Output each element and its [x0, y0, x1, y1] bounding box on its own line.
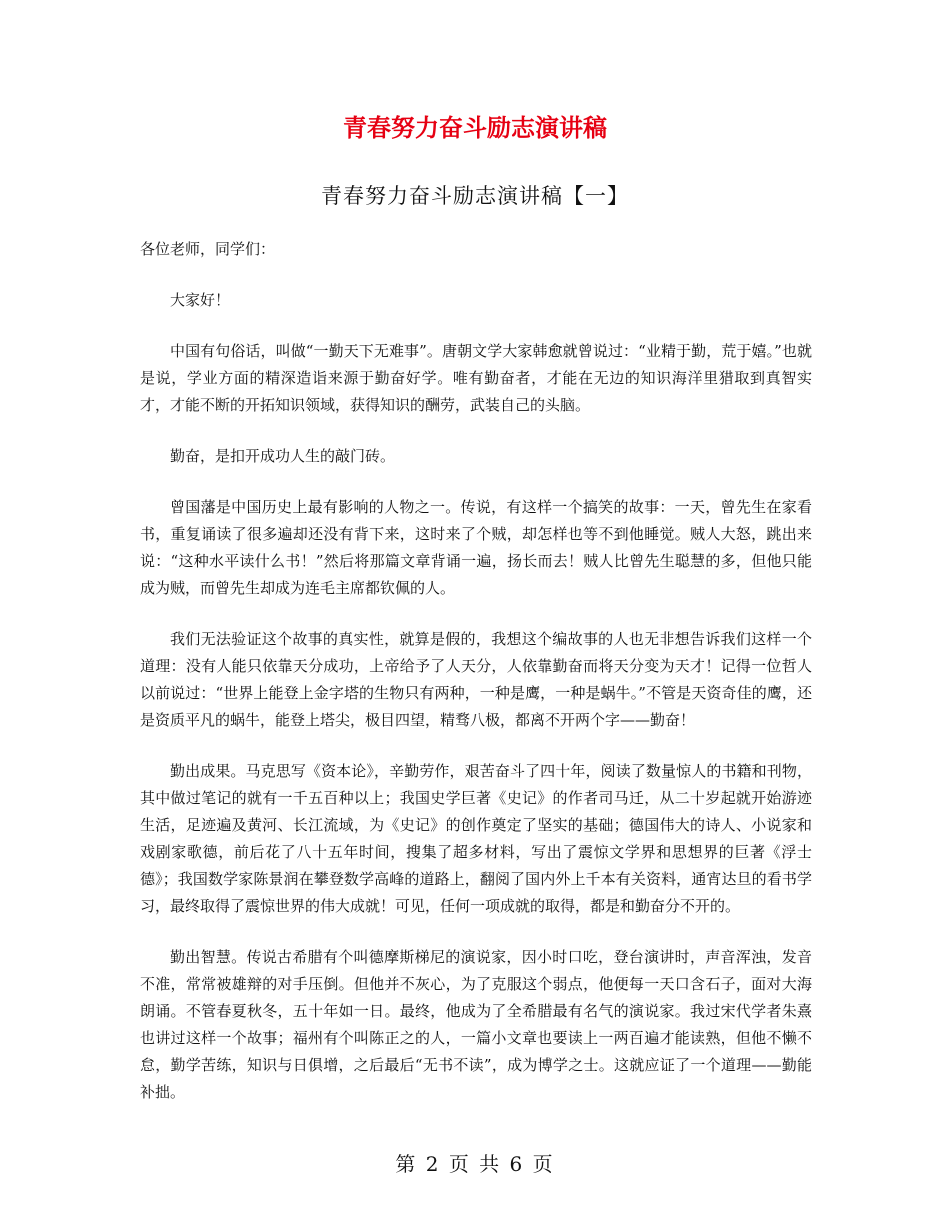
paragraph: 我们无法验证这个故事的真实性，就算是假的，我想这个编故事的人也无非想告诉我们这样一个道理：没有人能只依靠天分成功，上帝给予了人天分，人依靠勤奋而将天分变为天才！记得一位哲人以前说过：“世界上能登上金字塔的生物只有两种，一种是鹰，一种是蜗牛。”不管是天资奇佳的鹰，还是资质平凡的蜗牛，能登上塔尖，极目四望，精骛八极，都离不开两个字——勤奋！ — [140, 630, 812, 729]
paragraph: 曾国藩是中国历史上最有影响的人物之一。传说，有这样一个搞笑的故事：一天，曾先生在家看书，重复诵读了很多遍却还没有背下来，这时来了个贼，却怎样也等不到他睡觉。贼人大怒，跳出来说：“这种水平读什么书！”然后将那篇文章背诵一遍，扬长而去！贼人比曾先生聪慧的多，但他只能成为贼，而曾先生却成为连毛主席都钦佩的人。 — [140, 498, 812, 597]
paragraph: 勤奋，是扣开成功人生的敲门砖。 — [170, 447, 396, 465]
page-number-footer: 第 2 页 共 6 页 — [395, 1152, 555, 1176]
paragraph-greeting: 大家好！ — [170, 291, 231, 309]
paragraph: 中国有句俗话，叫做“一勤天下无难事”。唐朝文学大家韩愈就曾说过：“业精于勤，荒于嬉。”也就是说，学业方面的精深造诣来源于勤奋好学。唯有勤奋者，才能在无边的知识海洋里猎取到真智实才，才能不断的开拓知识领域，获得知识的酬劳，武装自己的头脑。 — [140, 342, 812, 414]
document-title: 青春努力奋斗励志演讲稿 — [343, 114, 607, 142]
paragraph-salutation: 各位老师，同学们： — [140, 240, 276, 258]
document-body — [140, 236, 812, 1130]
paragraph: 勤出成果。马克思写《资本论》，辛勤劳作，艰苦奋斗了四十年，阅读了数量惊人的书籍和刊物，其中做过笔记的就有一千五百种以上；我国史学巨著《史记》的作者司马迁，从二十岁起就开始游迹生活，足迹遍及黄河、长江流域，为《史记》的创作奠定了坚实的基础；德国伟大的诗人、小说家和戏剧家歌德，前后花了八十五年时间，搜集了超多材料，写出了震惊文学界和思想界的巨著《浮士德》；我国数学家陈景润在攀登数学高峰的道路上，翻阅了国内外上千本有关资料，通宵达旦的看书学习，最终取得了震惊世界的伟大成就！可见，任何一项成就的取得，都是和勤奋分不开的。 — [140, 762, 812, 915]
paragraph: 勤出智慧。传说古希腊有个叫德摩斯梯尼的演说家，因小时口吃，登台演讲时，声音浑浊，发音不准，常常被雄辩的对手压倒。但他并不灰心，为了克服这个弱点，他便每一天口含石子，面对大海朗诵。不管春夏秋冬，五十年如一日。最终，他成为了全希腊最有名气的演说家。我过宋代学者朱熹也讲过这样一个故事；福州有个叫陈正之的人，一篇小文章也要读上一两百遍才能读熟，但他不懒不怠，勤学苦练，知识与日俱增，之后最后“无书不读”，成为博学之士。这就应证了一个道理——勤能补拙。 — [140, 948, 812, 1101]
document-subtitle: 青春努力奋斗励志演讲稿【一】 — [321, 184, 629, 208]
